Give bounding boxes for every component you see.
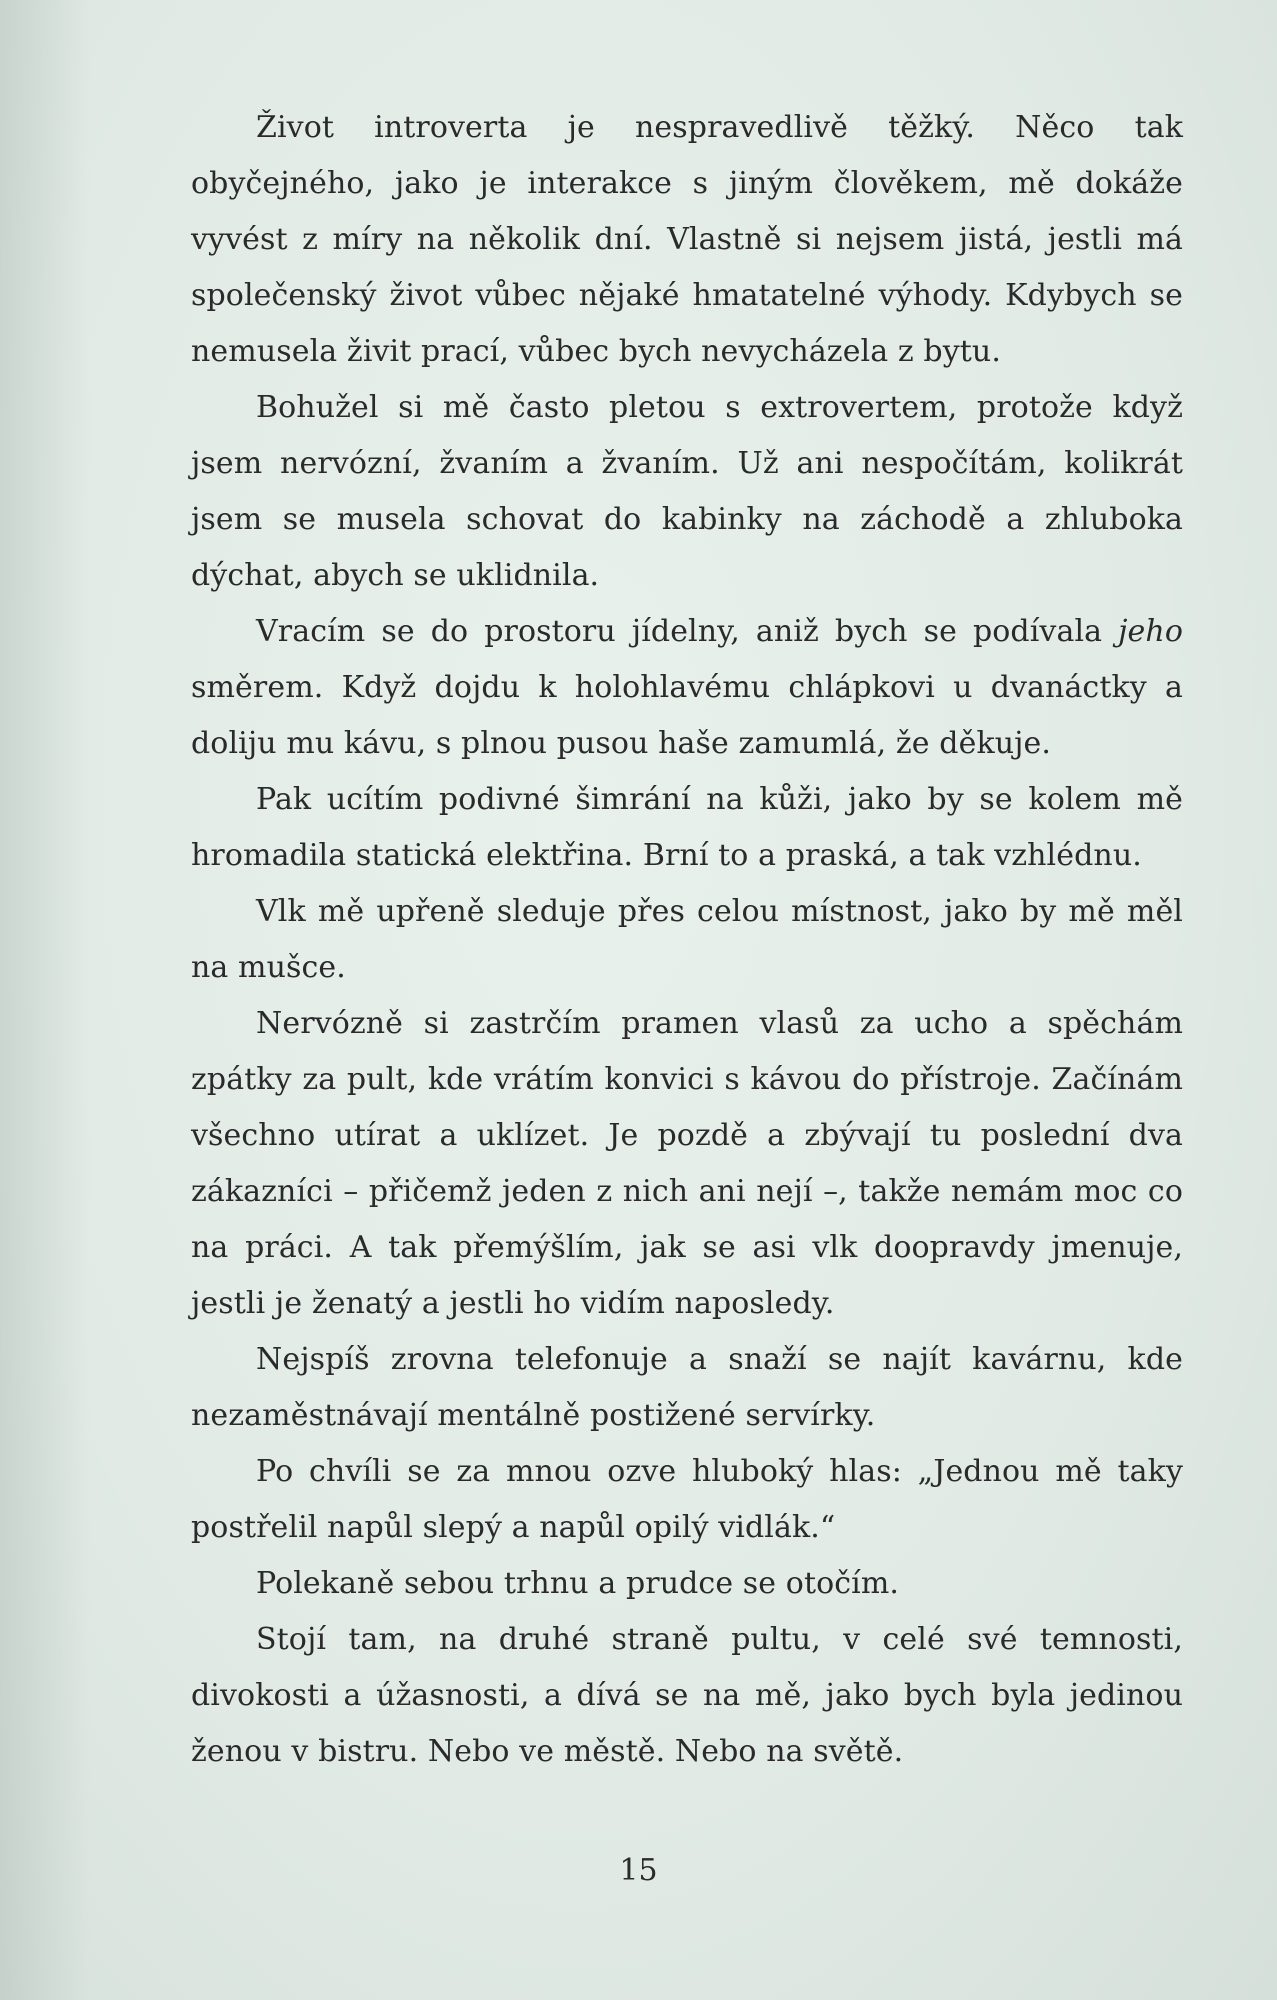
paragraph: Nejspíš zrovna telefonuje a snaží se najít kavárnu, kde nezaměstnávají mentálně postižené servírky.	[191, 1342, 1183, 1433]
paragraph: Stojí tam, na druhé straně pultu, v celé své temnosti, divokosti a úžasnosti, a dívá se na mě, jako bych byla jedinou ženou v bistru. Nebo ve městě. Nebo na světě.	[191, 1622, 1183, 1769]
paragraph: Život introverta je nespravedlivě těžký. Něco tak obyčejného, jako je interakce s jiným člověkem, mě dokáže vyvést z míry na několik dní. Vlastně si nejsem jistá, jestli má společenský život vůbec nějaké hmatatelné výhody. Kdybych se nemusela živit prací, vůbec bych nevycházela z bytu.	[191, 110, 1183, 369]
paragraph-text: Vracím se do prostoru jídelny, aniž bych se podívala	[256, 614, 1119, 649]
paragraph: Vlk mě upřeně sleduje přes celou místnost, jako by mě měl na mušce.	[191, 894, 1183, 985]
body-text	[191, 100, 1183, 1780]
gutter-shadow	[0, 0, 90, 2000]
paragraph: Po chvíli se za mnou ozve hluboký hlas: „Jednou mě taky postřelil napůl slepý a napůl opilý vidlák.“	[191, 1454, 1183, 1545]
page-number: 15	[619, 1853, 658, 1888]
paragraph	[191, 604, 1183, 772]
paragraph: Bohužel si mě často pletou s extrovertem, protože když jsem nervózní, žvaním a žvaním. Už ani nespočítám, kolikrát jsem se musela schovat do kabinky na záchodě a zhluboka dýchat, abych se uklidnila.	[191, 390, 1183, 593]
paragraph-text: směrem. Když dojdu k holohlavému chlápkovi u dvanáctky a doliju mu kávu, s plnou pusou haše zamumlá, že děkuje.	[191, 670, 1183, 761]
italic-word: jeho	[1118, 614, 1183, 649]
paragraph: Nervózně si zastrčím pramen vlasů za ucho a spěchám zpátky za pult, kde vrátím konvici s kávou do přístroje. Začínám všechno utírat a uklízet. Je pozdě a zbývají tu poslední dva zákazníci – přičemž jeden z nich ani nejí –, takže nemám moc co na práci. A tak přemýšlím, jak se asi vlk doopravdy jmenuje, jestli je ženatý a jestli ho vidím naposledy.	[191, 1006, 1183, 1321]
paragraph: Polekaně sebou trhnu a prudce se otočím.	[256, 1566, 900, 1601]
paragraph: Pak ucítím podivné šimrání na kůži, jako by se kolem mě hromadila statická elektřina. Brní to a praská, a tak vzhlédnu.	[191, 782, 1183, 873]
